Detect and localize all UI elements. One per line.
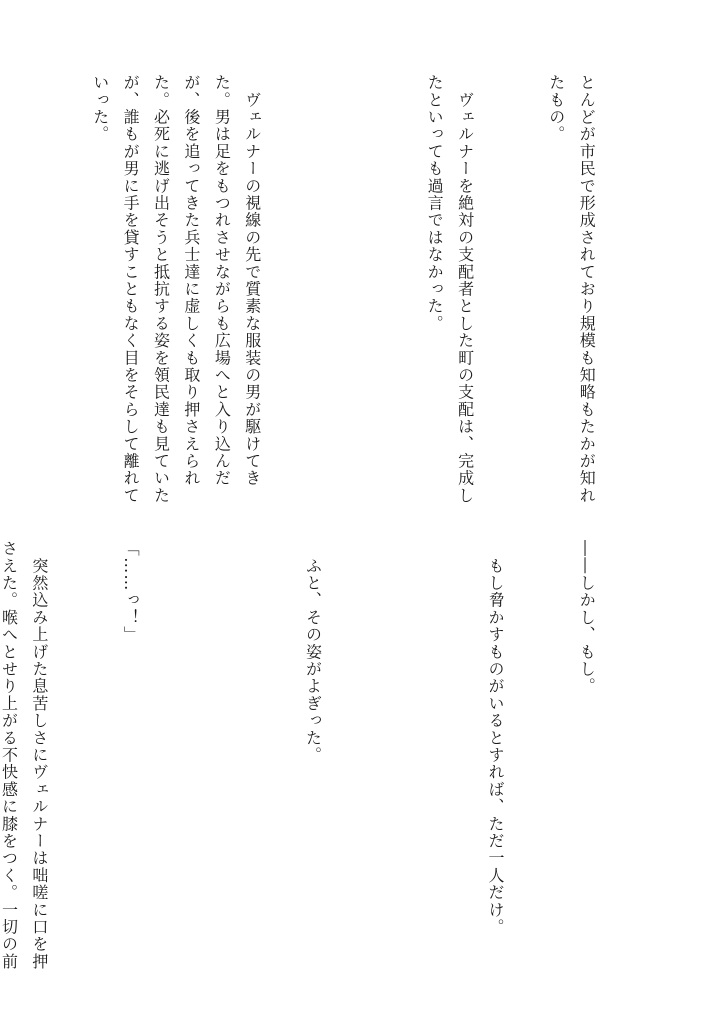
paragraph: とんどが市民で形成されており規模も知略もたかが知れたもの。 bbox=[546, 74, 597, 504]
paragraph: 突然込み上げた息苦しさにヴェルナーは咄嗟に口を押さえた。喉へとせり上がる不快感に膝をつく。一切の前 bbox=[0, 540, 49, 970]
paragraph: ヴェルナーの視線の先で質素な服装の男が駆けてきた。男は足をもつれさせながらも広場へと入り込んだが、後を追ってきた兵士達に虚しくも取り押さえられた。必死に逃げ出そうと抵抗する姿を領民達も見ていたが、誰もが男に手を貸すこともなく目をそらして離れていった。 bbox=[90, 74, 262, 504]
upper-text-block bbox=[90, 74, 662, 506]
lower-text-block bbox=[0, 540, 662, 972]
blank-line bbox=[0, 74, 23, 506]
paragraph: ――しかし、もし。 bbox=[577, 540, 597, 695]
paragraph: もし脅かすものがいるとすれば、ただ一人だけ。 bbox=[485, 540, 505, 936]
paragraph: ヴェルナーを絶対の支配者とした町の支配は、完成したといっても過言ではなかった。 bbox=[425, 74, 475, 504]
blank-line bbox=[328, 74, 358, 506]
dialogue-line: 「……っ！」 bbox=[121, 540, 141, 644]
blank-line bbox=[388, 540, 418, 972]
blank-line bbox=[206, 540, 236, 972]
paragraph: ふと、その姿がよぎった。 bbox=[303, 540, 323, 764]
